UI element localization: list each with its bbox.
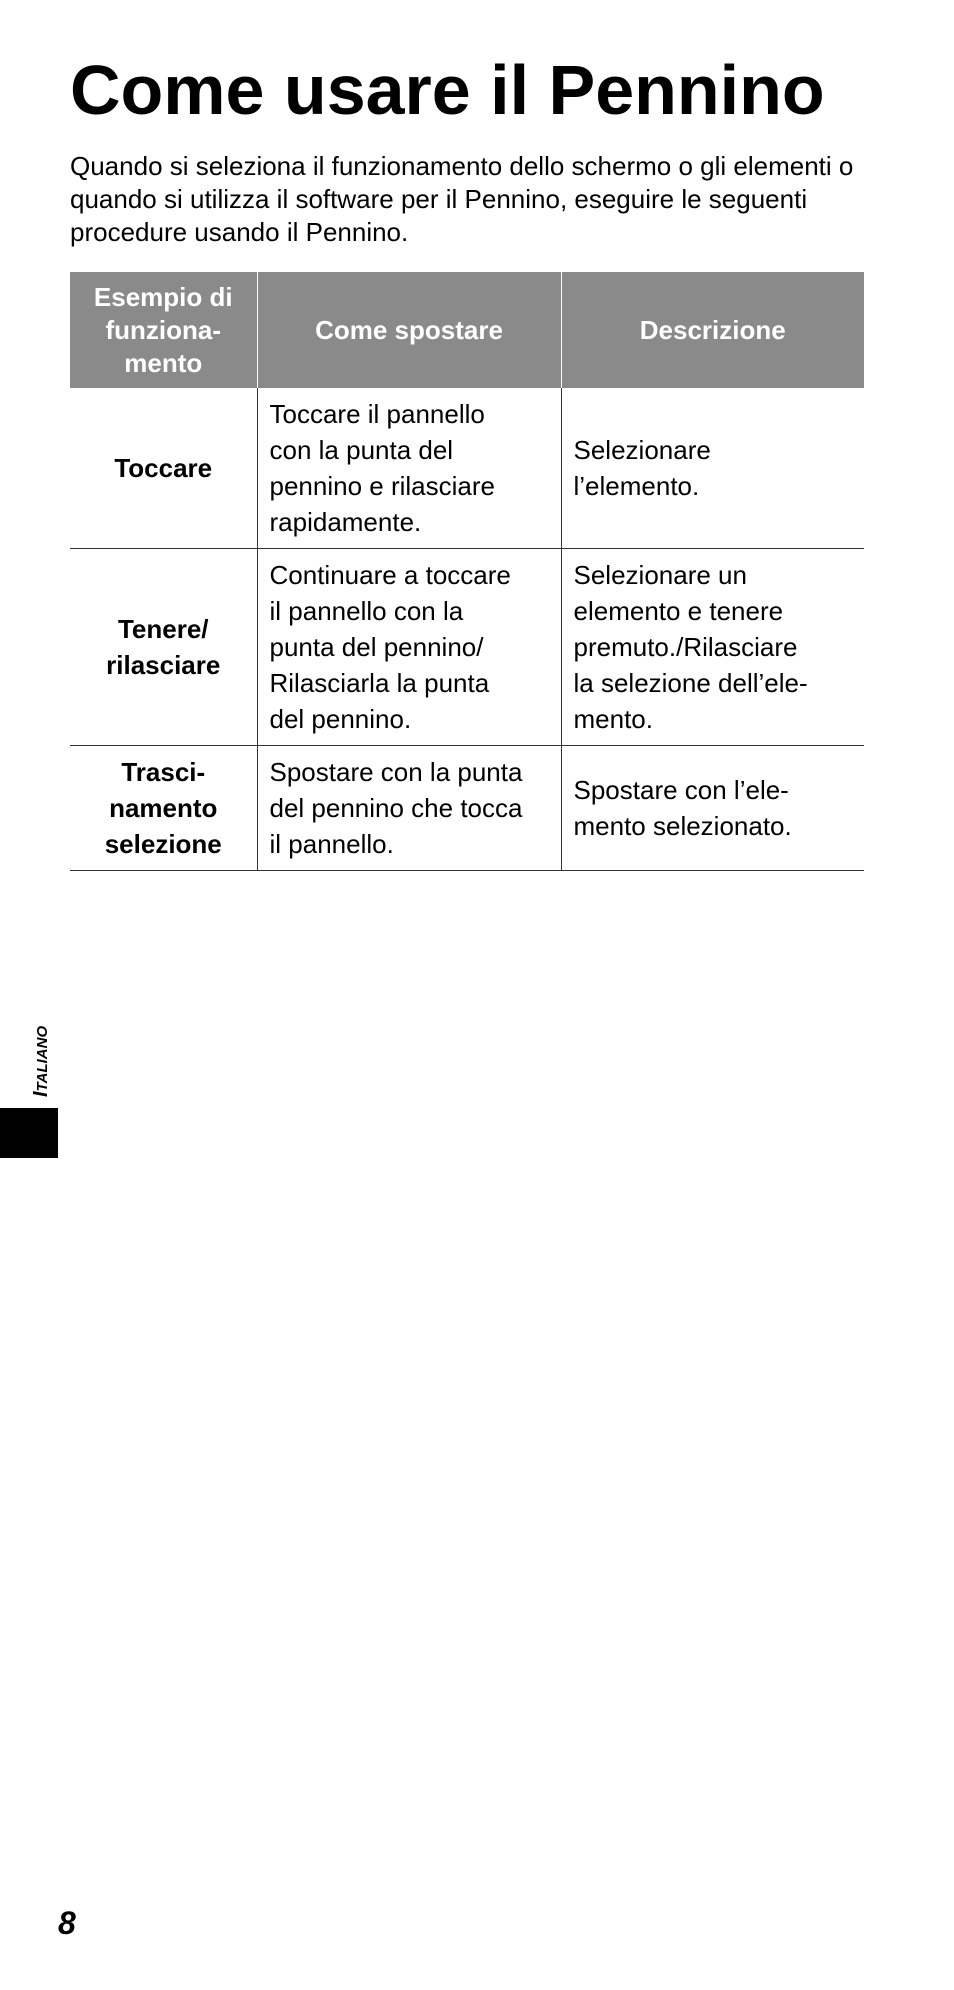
how-line: Spostare con la punta bbox=[269, 757, 523, 787]
header-descrizione: Descrizione bbox=[561, 272, 864, 388]
table-row bbox=[70, 549, 864, 746]
page-title: Come usare il Pennino bbox=[70, 51, 825, 129]
action-line: Toccare bbox=[114, 453, 213, 483]
language-tab-rest: TALIANO bbox=[34, 1025, 51, 1092]
header-esempio-line: mento bbox=[124, 347, 203, 378]
action-line: Trasci- bbox=[121, 757, 206, 787]
header-come-spostare: Come spostare bbox=[257, 272, 561, 388]
description-line: Spostare con l’ele- bbox=[573, 775, 789, 805]
description-line: Selezionare bbox=[573, 435, 711, 465]
intro-paragraph: Quando si seleziona il funzionamento dello schermo o gli elementi o quando si utilizza il software per il Pennino, eseguire le seguenti procedure usando il Pennino. bbox=[70, 151, 854, 247]
how-line: punta del pennino/ bbox=[269, 632, 484, 662]
how-line: il pannello. bbox=[269, 829, 394, 859]
header-esempio bbox=[70, 272, 257, 388]
how-line: rapidamente. bbox=[269, 507, 422, 537]
description-line: l’elemento. bbox=[573, 471, 700, 501]
action-line: selezione bbox=[104, 829, 222, 859]
table-header-row bbox=[70, 272, 864, 388]
action-line: rilasciare bbox=[106, 650, 221, 680]
how-line: con la punta del bbox=[269, 435, 454, 465]
description-line: elemento e tenere bbox=[573, 596, 784, 626]
page-number: 8 bbox=[58, 1905, 76, 1941]
description-line: premuto./Rilasciare bbox=[573, 632, 798, 662]
action-cell bbox=[70, 388, 257, 549]
how-line: del pennino che tocca bbox=[269, 793, 523, 823]
table-row bbox=[70, 746, 864, 871]
action-line: Tenere/ bbox=[117, 614, 209, 644]
how-cell bbox=[257, 549, 561, 746]
how-line: del pennino. bbox=[269, 704, 412, 734]
language-tab-marker bbox=[0, 1108, 58, 1158]
description-cell bbox=[561, 388, 864, 549]
action-cell bbox=[70, 549, 257, 746]
description-line: la selezione dell’ele- bbox=[573, 668, 808, 698]
language-tab-initial: I bbox=[30, 1091, 52, 1097]
description-line: Selezionare un bbox=[573, 560, 747, 590]
how-line: Toccare il pannello bbox=[269, 399, 485, 429]
language-tab-label bbox=[30, 1026, 54, 1097]
description-line: mento. bbox=[573, 704, 653, 734]
how-line: il pannello con la bbox=[269, 596, 464, 626]
description-line: mento selezionato. bbox=[573, 811, 792, 841]
how-line: pennino e rilasciare bbox=[269, 471, 495, 501]
action-cell bbox=[70, 746, 257, 871]
action-line: namento bbox=[109, 793, 218, 823]
how-line: Continuare a toccare bbox=[269, 560, 511, 590]
description-cell bbox=[561, 549, 864, 746]
table-row bbox=[70, 388, 864, 549]
pen-operations-table bbox=[70, 272, 864, 871]
description-cell bbox=[561, 746, 864, 871]
header-esempio-line: Esempio di bbox=[93, 281, 233, 312]
how-cell bbox=[257, 746, 561, 871]
how-cell bbox=[257, 388, 561, 549]
header-esempio-line: funziona- bbox=[105, 314, 222, 345]
how-line: Rilasciarla la punta bbox=[269, 668, 490, 698]
